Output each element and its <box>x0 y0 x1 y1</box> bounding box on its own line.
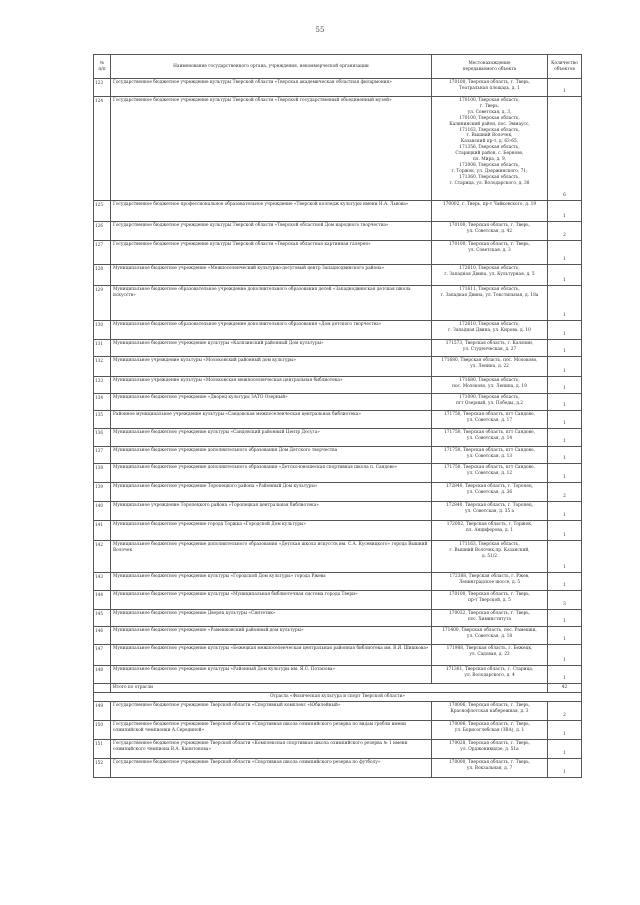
object-location: 172840, Тверская область, г. Торопец, ул. Советская, д. 36 <box>432 483 548 502</box>
row-number: 139 <box>94 483 111 502</box>
table-row <box>94 610 582 627</box>
organization-name: Государственное бюджетное учреждение культуры Тверской области «Тверская областная картинная галерея» <box>111 241 432 265</box>
table-row <box>94 464 582 483</box>
object-location: 172610, Тверская область, г. Западная Двина, ул. Кирова, д. 10 <box>432 321 548 340</box>
object-count: 1 <box>548 429 582 447</box>
organization-name: Муниципальное учреждение культуры «Молоковский районный дом культуры» <box>111 357 432 377</box>
object-location: 171750, Тверская область, пгт Сандово, ул. Советская, д. 17 <box>432 411 548 429</box>
subtotal-row <box>94 684 582 693</box>
object-location: 170028, Тверская область, г. Тверь, ул. Орджоникидзе, д. 51а <box>432 740 548 759</box>
object-location: 172610, Тверская область, г. Западная Двина, ул. Культурная, д. 5 <box>432 265 548 286</box>
object-count: 2 <box>548 483 582 502</box>
object-location: 171163, Тверская область, г. Вышний Волочек,пр. Казанский, д. 51/2 <box>432 541 548 573</box>
table-row <box>94 79 582 97</box>
row-number: 144 <box>94 591 111 610</box>
object-count: 1 <box>548 759 582 778</box>
subtotal-count: 42 <box>548 684 582 693</box>
object-location: 170002, г. Тверь, пр-т Чайковского, д. 19 <box>432 201 548 222</box>
organization-name: Муниципальное бюджетное учреждение культуры «Городской Дом культуры» города Ржева <box>111 573 432 591</box>
row-number <box>94 684 111 693</box>
object-count: 1 <box>548 286 582 321</box>
object-location: 172840, Тверская область, г. Торопец, ул. Советская, д. 35 а <box>432 502 548 521</box>
section-row <box>94 693 582 702</box>
organization-name: Муниципальное бюджетное учреждение Торопецкого района «Районный Дом культуры» <box>111 483 432 502</box>
table-row <box>94 666 582 684</box>
object-location: 172002, Тверская область, г. Торжок, пл. Анциферова, д. 1 <box>432 521 548 541</box>
row-number: 133 <box>94 377 111 394</box>
object-location: 171400, Тверская область, пос. Рамешки, ул. Советская, д. 18 <box>432 627 548 645</box>
section-title: Отрасль «Физическая культура и спорт Тверской области» <box>94 693 582 702</box>
object-count: 1 <box>548 357 582 377</box>
row-number: 129 <box>94 286 111 321</box>
organization-name: Государственное бюджетное профессиональное образовательное учреждение «Тверской колледж культуры имени Н.А. Львова» <box>111 201 432 222</box>
table-row <box>94 222 582 241</box>
organization-name: Муниципальное учреждение Торопецкого района «Торопецкая центральная библиотека» <box>111 502 432 521</box>
row-number: 135 <box>94 411 111 429</box>
row-number: 143 <box>94 573 111 591</box>
row-number: 130 <box>94 321 111 340</box>
organization-name: Муниципальное бюджетное образовательное учреждение дополнительного образования «Дом детского творчества» <box>111 321 432 340</box>
object-count: 1 <box>548 502 582 521</box>
object-location: 170100, Тверская область, г. Тверь, Театральная площадь, д. 1 <box>432 79 548 97</box>
object-count: 2 <box>548 702 582 721</box>
object-location: 170032, Тверская область, г. Тверь, пос. Химинститута <box>432 610 548 627</box>
table-row <box>94 201 582 222</box>
table-row <box>94 241 582 265</box>
table-row <box>94 357 582 377</box>
object-location: 171090, Тверская область, пгт Озерный, ул. Победы, д.2 <box>432 394 548 411</box>
object-count: 1 <box>548 377 582 394</box>
organization-name: Муниципальное бюджетное учреждение культуры «Районный Дом культуры им. Я.С. Потапова» <box>111 666 432 684</box>
object-location: 170006, Тверская область, г. Тверь, ул. Борисоглебская (ЗВА), д. 1 <box>432 721 548 740</box>
row-number: 152 <box>94 759 111 778</box>
object-count: 1 <box>548 265 582 286</box>
header-name: Наименование государственного органа, учреждения, некоммерческой организации <box>111 55 432 79</box>
organization-name: Районное муниципальное учреждение культуры «Сандовская межпоселенческая центральная библиотека» <box>111 411 432 429</box>
row-number: 125 <box>94 201 111 222</box>
object-location: 172388, Тверская область, г. Ржев, Ленинградское шоссе, д. 5 <box>432 573 548 591</box>
object-location: 170100, Тверская область, г. Тверь, пр-т Тверской, д. 5 <box>432 591 548 610</box>
object-count: 1 <box>548 610 582 627</box>
object-count: 1 <box>548 627 582 645</box>
table-row <box>94 627 582 645</box>
subtotal-label: Итого по отрасли <box>111 684 548 693</box>
table-row <box>94 645 582 666</box>
object-location: 171680, Тверская область, пос. Молоково, ул. Ленина, д. 22 <box>432 357 548 377</box>
object-location: 171361, Тверская область, г. Старица, ул. Володарского, д. 4 <box>432 666 548 684</box>
object-count: 1 <box>548 573 582 591</box>
organization-name: Государственное бюджетное учреждение культуры Тверской области «Тверской государственный объединенный музей» <box>111 97 432 201</box>
table-row <box>94 573 582 591</box>
object-count: 2 <box>548 222 582 241</box>
object-location: 171750, Тверская область, пгт Сандово, ул. Советская, д. 12 <box>432 464 548 483</box>
object-location: 170100, Тверская область, г. Тверь, ул. Советская, д. 42 <box>432 222 548 241</box>
row-number: 146 <box>94 627 111 645</box>
row-number: 141 <box>94 521 111 541</box>
object-location: 171750, Тверская область, пгт Сандово, ул. Советская, д. 13 <box>432 447 548 464</box>
organization-name: Государственное бюджетное учреждение культуры Тверской области «Тверской областной Дом народного творчества» <box>111 222 432 241</box>
organization-name: Муниципальное бюджетное учреждение культуры «Муниципальная библиотечная система города Твери» <box>111 591 432 610</box>
object-count: 1 <box>548 645 582 666</box>
table-row <box>94 321 582 340</box>
organization-name: Государственное бюджетное учреждение Тверской области «Спортивная школа олимпийского резерва по футболу» <box>111 759 432 778</box>
organization-name: Муниципальное бюджетное учреждение «Межпоселенческий культурно-досуговый центр Западнодвинского района» <box>111 265 432 286</box>
row-number: 127 <box>94 241 111 265</box>
row-number: 150 <box>94 721 111 740</box>
organization-name: Государственное бюджетное учреждение Тверской области «Спортивная школа олимпийского резерва по видам гребли имени олимпийской чемпионки А.Серединой» <box>111 721 432 740</box>
row-number: 138 <box>94 464 111 483</box>
table-body <box>94 79 582 778</box>
row-number: 147 <box>94 645 111 666</box>
object-location: 171680, Тверская область, пос. Молоково, ул. Ленина, д. 19 <box>432 377 548 394</box>
table-row <box>94 411 582 429</box>
object-count: 1 <box>548 521 582 541</box>
header-location: Местонахождение передаваемого объекта <box>432 55 548 79</box>
row-number: 136 <box>94 429 111 447</box>
row-number: 123 <box>94 79 111 97</box>
organization-name: Государственное бюджетное учреждение культуры Тверской области «Тверская академическая областная филармония» <box>111 79 432 97</box>
table-row <box>94 265 582 286</box>
organization-name: Муниципальное бюджетное учреждение культуры «Сандовский районный Центр Досуга» <box>111 429 432 447</box>
organization-name: Муниципальное бюджетное учреждение «Дворец культуры ЗАТО Озерный» <box>111 394 432 411</box>
row-number: 151 <box>94 740 111 759</box>
object-count: 1 <box>548 541 582 573</box>
object-count: 1 <box>548 464 582 483</box>
table-row <box>94 541 582 573</box>
object-location: 171988, Тверская область, г. Бежецк, ул. Садовая, д. 23 <box>432 645 548 666</box>
row-number: 142 <box>94 541 111 573</box>
object-count: 1 <box>548 321 582 340</box>
object-count: 1 <box>548 721 582 740</box>
table-row <box>94 429 582 447</box>
table-row <box>94 340 582 357</box>
object-count: 1 <box>548 394 582 411</box>
table-row <box>94 591 582 610</box>
organization-name: Муниципальное бюджетное образовательное учреждение дополнительного образования детей «Западнодвинская детская школа искусств» <box>111 286 432 321</box>
object-location: 170100, Тверская область, г. Тверь, ул. Советская, д. 3, 170100, Тверская область, Калининский район, пос. Эммаусс, 171163, Тверская область, г. Вышний Волочек, Казанский пр-т, д. 63-65, 171356, Тверская область, Старицкий район, с. Берново, пл. Мира, д. 9, 172008, Тверская область, г. Торжок, ул. Дзержинского, 71; 171360, Тверская область, г. Старица, ул. Володарского, д. 38 <box>432 97 548 201</box>
organization-name: Муниципальное бюджетное учреждение культуры «Калязинский районный Дом культуры» <box>111 340 432 357</box>
row-number: 148 <box>94 666 111 684</box>
table-row <box>94 377 582 394</box>
page-number: 55 <box>315 26 325 34</box>
object-count: 1 <box>548 411 582 429</box>
object-location: 170100, Тверская область, г. Тверь, ул. Советская, д. 3 <box>432 241 548 265</box>
row-number: 149 <box>94 702 111 721</box>
table-row <box>94 521 582 541</box>
organization-name: Муниципальное учреждение культуры «Молоковская межпоселенческая центральная библиотека» <box>111 377 432 394</box>
header-num: № п/п <box>94 55 111 79</box>
organization-name: Муниципальное бюджетное учреждение дополнительного образования «Детско-юношеская спортивная школа п. Сандово» <box>111 464 432 483</box>
object-count: 1 <box>548 740 582 759</box>
table-row <box>94 721 582 740</box>
row-number: 131 <box>94 340 111 357</box>
object-location: 171750, Тверская область, пгт Сандово, ул. Советская, д. 14 <box>432 429 548 447</box>
object-location: 171573, Тверская область, г. Калязин, ул. Студенческая, д. 27 <box>432 340 548 357</box>
object-count: 1 <box>548 447 582 464</box>
table-row <box>94 483 582 502</box>
table-row <box>94 702 582 721</box>
table-row <box>94 502 582 521</box>
object-location: 170000, Тверская область, г. Тверь, ул. Вокзальная, д. 7 <box>432 759 548 778</box>
object-count: 6 <box>548 97 582 201</box>
row-number: 124 <box>94 97 111 201</box>
object-location: 171611, Тверская область, г. Западная Двина, ул. Текстильная, д. 18а <box>432 286 548 321</box>
organization-name: Муниципальное бюджетное учреждение города Торжка «Городской Дом культуры» <box>111 521 432 541</box>
object-count: 1 <box>548 340 582 357</box>
organization-name: Муниципальное бюджетное учреждение культуры «Бежецкая межпоселенческая центральная районная библиотека им. В.Я. Шишкова» <box>111 645 432 666</box>
objects-table <box>93 54 582 778</box>
organization-name: Муниципальное бюджетное учреждение дополнительного образования «Детская школа искусств им. С.А. Кусевицкого» города Вышний Волочек <box>111 541 432 573</box>
row-number: 128 <box>94 265 111 286</box>
row-number: 126 <box>94 222 111 241</box>
header-quantity: Количество объектов <box>548 55 582 79</box>
table-row <box>94 740 582 759</box>
object-count: 1 <box>548 241 582 265</box>
row-number: 137 <box>94 447 111 464</box>
organization-name: Государственное бюджетное учреждение Тверской области «Спортивный комплекс «Юбилейный» <box>111 702 432 721</box>
object-count: 1 <box>548 79 582 97</box>
row-number: 132 <box>94 357 111 377</box>
table-row <box>94 447 582 464</box>
organization-name: Муниципальное бюджетное учреждение «Рамешковский районный дом культуры» <box>111 627 432 645</box>
organization-name: Муниципальное бюджетное учреждение дополнительного образования Дом Детского творчества <box>111 447 432 464</box>
table-row <box>94 394 582 411</box>
organization-name: Государственное бюджетное учреждение Тверской области «Комплексная спортивная школа олимпийского резерва № 1 имени олимпийского чемпиона В.А. Капитонова» <box>111 740 432 759</box>
row-number: 145 <box>94 610 111 627</box>
table-header-row <box>94 55 582 79</box>
object-location: 170006, Тверская область, г. Тверь, Краснофлотская набережная, д. 3 <box>432 702 548 721</box>
object-count: 1 <box>548 201 582 222</box>
row-number: 140 <box>94 502 111 521</box>
table-row <box>94 759 582 778</box>
object-count: 1 <box>548 666 582 684</box>
table-row <box>94 286 582 321</box>
row-number: 134 <box>94 394 111 411</box>
organization-name: Муниципальное бюджетное учреждение Дворец культуры «Синтетик» <box>111 610 432 627</box>
table-row <box>94 97 582 201</box>
object-count: 3 <box>548 591 582 610</box>
